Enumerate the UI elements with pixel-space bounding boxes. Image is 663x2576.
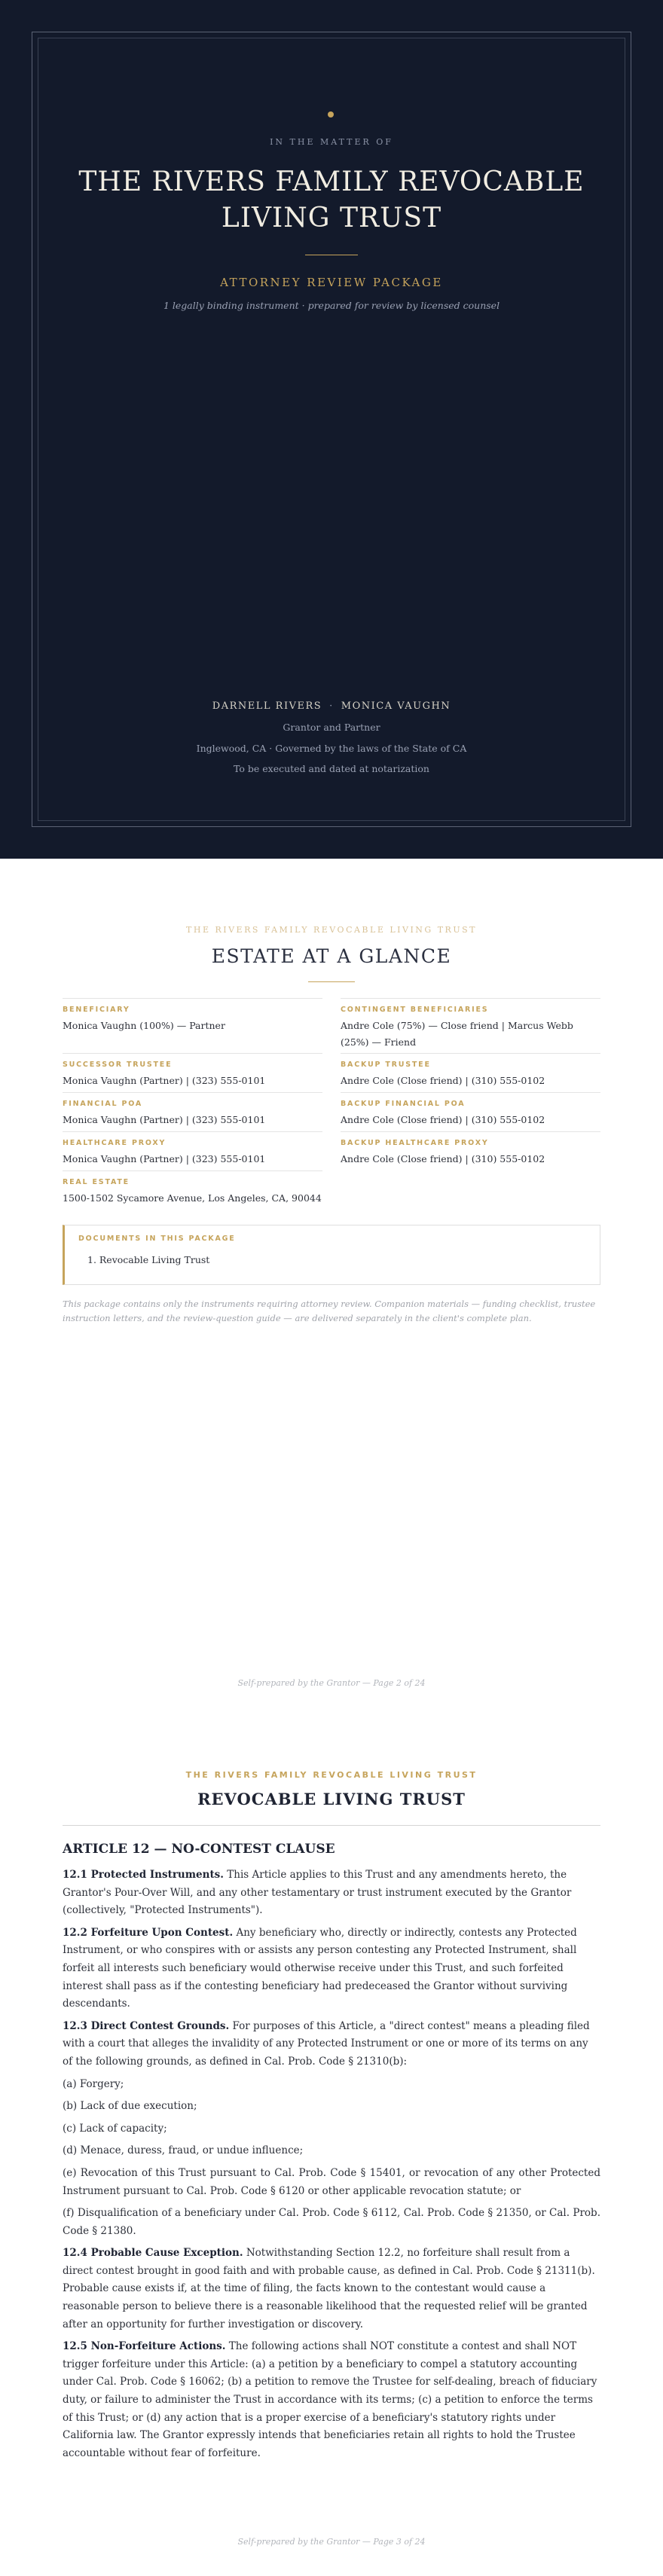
trust-article-page — [0, 1717, 663, 2576]
party-one-name: DARNELL RIVERS — [212, 700, 322, 712]
cover-subtitle: 1 legally binding instrument · prepared for review by licensed counsel — [163, 300, 500, 311]
page-footer: Self-prepared by the Grantor — Page 3 of 24 — [237, 2537, 426, 2547]
field-value: Andre Cole (Close friend) | (310) 555-0102 — [341, 1114, 545, 1125]
field-label: BACKUP HEALTHCARE PROXY — [341, 1139, 489, 1147]
package-note: This package contains only the instruments requiring attorney review. Companion materials — funding checklist, trustee instruction letters, and the review-question guide — are delivered separately in the client's complete plan. — [63, 1299, 596, 1323]
cover-parties — [0, 700, 663, 712]
section-heading: 12.3 Direct Contest Grounds. — [63, 2019, 230, 2032]
ground-e: (e) Revocation of this Trust pursuant to Cal. Prob. Code § 15401, or revocation of any other Protected Instrument pursuant to Cal. Prob. Code § 6120 or other applicable revocation statute; or — [63, 2166, 600, 2197]
section-heading: 12.4 Probable Cause Exception. — [63, 2247, 243, 2260]
section-12-5 — [63, 2338, 600, 2462]
field-healthcare-proxy — [63, 1131, 322, 1170]
field-backup-financial-poa — [341, 1092, 600, 1131]
estate-glance-page — [0, 859, 663, 1717]
section-heading: 12.2 Forfeiture Upon Contest. — [63, 1926, 234, 1939]
party-two-name: MONICA VAUGHN — [341, 700, 451, 712]
title-divider — [308, 981, 355, 982]
running-head: THE RIVERS FAMILY REVOCABLE LIVING TRUST — [185, 1770, 478, 1780]
section-12-2 — [63, 1924, 600, 2013]
section-12-4 — [63, 2245, 600, 2333]
field-label: REAL ESTATE — [63, 1178, 130, 1186]
party-separator: · — [329, 700, 334, 712]
document-item: 1. Revocable Living Trust — [87, 1254, 210, 1265]
field-real-estate — [63, 1170, 322, 1210]
page-title: ESTATE AT A GLANCE — [211, 945, 452, 967]
cover-roles: Grantor and Partner — [283, 722, 380, 733]
ground-b: (b) Lack of due execution; — [63, 2100, 197, 2113]
field-label: BACKUP FINANCIAL POA — [341, 1100, 466, 1108]
field-value: Monica Vaughn (Partner) | (323) 555-0101 — [63, 1075, 266, 1086]
article-body — [63, 1866, 600, 2467]
field-value: Monica Vaughn (Partner) | (323) 555-0101 — [63, 1153, 266, 1164]
title-divider — [63, 1825, 600, 1826]
field-label: HEALTHCARE PROXY — [63, 1139, 167, 1147]
field-value: Monica Vaughn (Partner) | (323) 555-0101 — [63, 1114, 266, 1125]
ground-d: (d) Menace, duress, fraud, or undue influence; — [63, 2144, 304, 2157]
field-successor-trustee — [63, 1053, 322, 1092]
field-label: CONTINGENT BENEFICIARIES — [341, 1006, 489, 1014]
section-text: For purposes of this Article, a "direct contest" means a pleading filed with a court that alleges the invalidity of any Protected Instrument or one or more of its terms on any of the following grounds, as defined in Cal. Prob. Code § 21310(b): — [63, 2019, 590, 2068]
ground-a: (a) Forgery; — [63, 2077, 124, 2090]
field-label: BENEFICIARY — [63, 1006, 130, 1014]
page-footer: Self-prepared by the Grantor — Page 2 of 24 — [237, 1678, 426, 1688]
cover-kicker: IN THE MATTER OF — [270, 137, 393, 147]
cover-ornament-dot — [328, 111, 334, 118]
ground-c: (c) Lack of capacity; — [63, 2122, 167, 2135]
cover-page — [0, 0, 663, 859]
field-value: Andre Cole (75%) — Close friend | Marcus Webb (25%) — Friend — [341, 1020, 573, 1048]
section-text: Any beneficiary who, directly or indirectly, contests any Protected Instrument, or who conspires with or assists any person contesting any Protected Instrument, shall forfeit all interests such beneficiary would otherwise receive under this Trust, and such forfeited interest shall pass as if the contesting beneficiary had predeceased the Grantor without surviving descendants. — [63, 1926, 577, 2010]
field-value: Monica Vaughn (100%) — Partner — [63, 1020, 225, 1031]
field-label: FINANCIAL POA — [63, 1100, 143, 1108]
cover-package-label: ATTORNEY REVIEW PACKAGE — [220, 276, 443, 289]
field-backup-trustee — [341, 1053, 600, 1092]
field-beneficiary — [63, 998, 322, 1052]
documents-box — [63, 1225, 600, 1285]
field-contingent-beneficiaries — [341, 998, 600, 1052]
field-value: 1500-1502 Sycamore Avenue, Los Angeles, CA, 90044 — [63, 1192, 322, 1204]
cover-location: Inglewood, CA · Governed by the laws of the State of CA — [196, 743, 467, 754]
documents-title: DOCUMENTS IN THIS PACKAGE — [78, 1235, 236, 1243]
section-heading: 12.5 Non-Forfeiture Actions. — [63, 2340, 226, 2353]
section-heading: 12.1 Protected Instruments. — [63, 1869, 224, 1881]
section-text: The following actions shall NOT constitute a contest and shall NOT trigger forfeiture under this Article: (a) a petition by a beneficiary to compel a statutory accounting under Cal. Prob. Code § 16062; (b) a petition to remove the Trustee for self-dealing, breach of fiduciary duty, or failure to administer the Trust in accordance with its terms; (c) a petition to enforce the terms of this Trust; or (d) any action that is a proper exercise of a beneficiary's statutory rights under California law. The Grantor expressly intends that beneficiaries retain all rights to hold the Trustee accountable without fear of forfeiture. — [63, 2340, 597, 2459]
field-label: BACKUP TRUSTEE — [341, 1061, 431, 1069]
article-heading: ARTICLE 12 — NO-CONTEST CLAUSE — [63, 1842, 335, 1857]
field-backup-healthcare-proxy — [341, 1131, 600, 1170]
cover-title: THE RIVERS FAMILY REVOCABLE LIVING TRUST — [78, 166, 585, 233]
section-text: Notwithstanding Section 12.2, no forfeiture shall result from a direct contest brought in good faith and with probable cause, as defined in Cal. Prob. Code § 21311(b). Probable cause exists if, at the time of filing, the facts known to the contestant would cause a reasonable person to believe there is a reasonable likelihood that the requested relief will be granted after an opportunity for further investigation or discovery. — [63, 2247, 595, 2330]
section-12-1 — [63, 1866, 600, 1920]
page-title: REVOCABLE LIVING TRUST — [197, 1790, 466, 1808]
running-head: THE RIVERS FAMILY REVOCABLE LIVING TRUST — [186, 925, 477, 935]
cover-execution-note: To be executed and dated at notarization — [234, 763, 429, 774]
field-financial-poa — [63, 1092, 322, 1131]
section-text: This Article applies to this Trust and any amendments hereto, the Grantor's Pour-Over Will, and any other testamentary or trust instrument executed by the Grantor (collectively, "Protected Instruments"). — [63, 1869, 572, 1917]
field-value: Andre Cole (Close friend) | (310) 555-0102 — [341, 1075, 545, 1086]
ground-f: (f) Disqualification of a beneficiary under Cal. Prob. Code § 6112, Cal. Prob. Code § 21350, or Cal. Prob. Code § 21380. — [63, 2207, 600, 2237]
section-12-3 — [63, 2018, 600, 2071]
field-label: SUCCESSOR TRUSTEE — [63, 1061, 173, 1069]
field-value: Andre Cole (Close friend) | (310) 555-0102 — [341, 1153, 545, 1164]
